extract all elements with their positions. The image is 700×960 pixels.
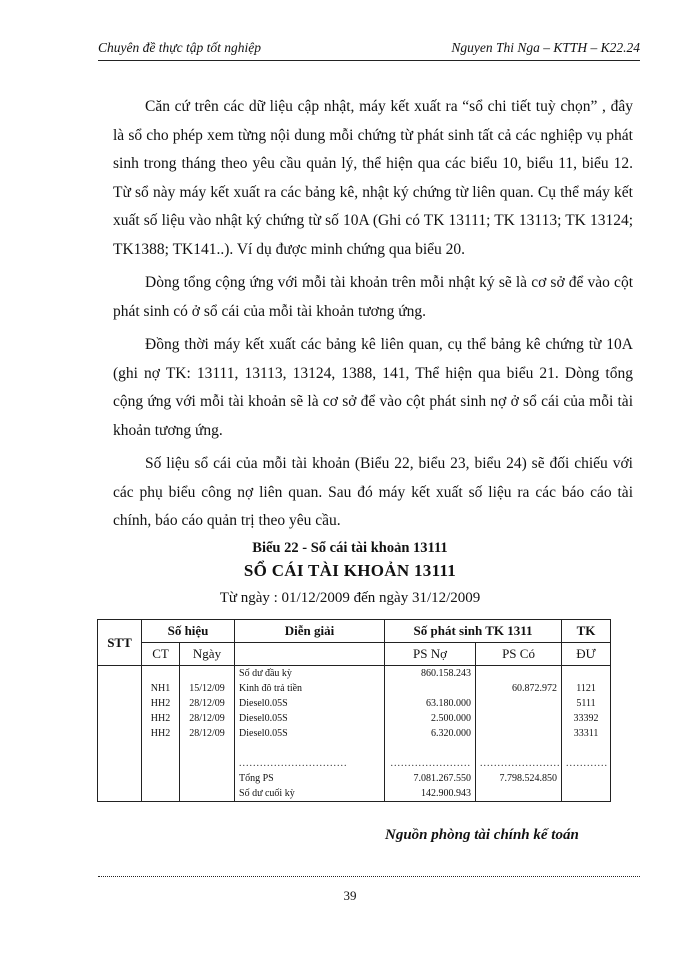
row-tk-du: 5111 — [562, 696, 611, 711]
row-ps-co — [476, 711, 562, 726]
row-dien-giai: Diesel0.05S — [235, 696, 385, 711]
header-right: Nguyen Thi Nga – KTTH – K22.24 — [451, 40, 640, 55]
row-ps-no — [385, 681, 476, 696]
table-row — [98, 681, 611, 696]
row-ct: NH1 — [142, 681, 180, 696]
row-ps-co: 60.872.972 — [476, 681, 562, 696]
row-ngay: 28/12/09 — [180, 711, 235, 726]
header-ct: CT — [142, 643, 180, 666]
header-ngay: Ngày — [180, 643, 235, 666]
dots-ps-co: ....................... — [476, 756, 562, 771]
header-dien-giai: Diễn giải — [235, 620, 385, 643]
row-ngay: 15/12/09 — [180, 681, 235, 696]
paragraph: Đồng thời máy kết xuất các bảng kê liên quan, cụ thể bảng kê chứng từ 10A (ghi nợ TK: 13111, 13113, 13124, 1388, 141, Thể hiện qua biểu 21. Dòng tổng cộng ứng với mỗi tài khoản sẽ là cơ sở để vào cột phát sinh nợ ở sổ cái của mỗi tài khoản tương ứng. — [113, 336, 633, 439]
row-ngay: 28/12/09 — [180, 696, 235, 711]
row-ps-no: 2.500.000 — [385, 711, 476, 726]
ledger-table — [97, 619, 611, 802]
body-text — [113, 93, 633, 541]
opening-ps-no: 860.158.243 — [385, 666, 476, 682]
header-ps-co: PS Có — [476, 643, 562, 666]
table-row-opening — [98, 666, 611, 682]
row-ct: HH2 — [142, 711, 180, 726]
row-tk-du: 1121 — [562, 681, 611, 696]
dots-tk-du: ............ — [562, 756, 611, 771]
row-ngay: 28/12/09 — [180, 726, 235, 741]
table-row — [98, 726, 611, 741]
dots-ps-no: ....................... — [385, 756, 476, 771]
row-ps-co — [476, 726, 562, 741]
source-note: Nguồn phòng tài chính kế toán — [385, 827, 579, 843]
table-title: SỔ CÁI TÀI KHOẢN 13111 — [243, 561, 457, 580]
header-tk: TK — [562, 620, 611, 643]
table-caption: Biểu 22 - Sổ cái tài khoản 13111 — [252, 540, 448, 556]
closing-label: Số dư cuối kỳ — [235, 786, 385, 802]
header-so-hieu: Số hiệu — [142, 620, 235, 643]
row-dien-giai: Diesel0.05S — [235, 726, 385, 741]
header-ps-no: PS Nợ — [385, 643, 476, 666]
row-dien-giai: Kinh đô trả tiền — [235, 681, 385, 696]
row-ct: HH2 — [142, 726, 180, 741]
total-ps-co: 7.798.524.850 — [476, 771, 562, 786]
table-period: Từ ngày : 01/12/2009 đến ngày 31/12/2009 — [219, 590, 481, 606]
opening-label: Số dư đầu kỳ — [235, 666, 385, 682]
header-dien-giai-blank — [235, 643, 385, 666]
closing-ps-no: 142.900.943 — [385, 786, 476, 802]
paragraph: Căn cứ trên các dữ liệu cập nhật, máy kết xuất ra “sổ chi tiết tuỳ chọn” , đây là sổ cho phép xem từng nội dung mỗi chứng từ phát sinh tất cả các nghiệp vụ phát sinh trong tháng theo yêu cầu quản lý, thể hiện qua các biểu 10, biểu 11, biểu 12. Từ sổ này máy kết xuất ra các bảng kê, nhật ký chứng từ liên quan. Cụ thể máy kết xuất số liệu vào nhật ký chứng từ số 10A (Ghi có TK 13111; TK 13113; TK 13124; TK1388; TK141..). Ví dụ được minh chứng qua biểu 20. — [113, 98, 633, 258]
page-number: 39 — [343, 888, 357, 903]
table-row-dots — [98, 756, 611, 771]
header-so-phat-sinh: Số phát sinh TK 1311 — [385, 620, 562, 643]
row-ct: HH2 — [142, 696, 180, 711]
table-row-closing — [98, 786, 611, 802]
paragraph: Số liệu sổ cái của mỗi tài khoản (Biểu 22, biểu 23, biểu 24) sẽ đối chiếu với các phụ biểu công nợ liên quan. Sau đó máy kết xuất số liệu ra các báo cáo tài chính, báo cáo quản trị theo yêu cầu. — [113, 455, 633, 529]
row-dien-giai: Diesel0.05S — [235, 711, 385, 726]
dots-dien-giai: ............................... — [235, 756, 385, 771]
header-du: ĐƯ — [562, 643, 611, 666]
header-left: Chuyên đề thực tập tốt nghiệp — [98, 40, 261, 55]
paragraph: Dòng tổng cộng ứng với mỗi tài khoản trên mỗi nhật ký sẽ là cơ sở để vào cột phát sinh có ở sổ cái của mỗi tài khoản tương ứng. — [113, 274, 633, 320]
header-stt: STT — [98, 620, 142, 666]
footer-divider — [98, 876, 640, 877]
table-row-spacer — [98, 741, 611, 756]
total-ps-no: 7.081.267.550 — [385, 771, 476, 786]
table-row-total — [98, 771, 611, 786]
total-label: Tổng PS — [235, 771, 385, 786]
row-ps-no: 63.180.000 — [385, 696, 476, 711]
table-row — [98, 711, 611, 726]
row-ps-co — [476, 696, 562, 711]
page-header — [98, 36, 640, 61]
row-tk-du: 33311 — [562, 726, 611, 741]
table-row — [98, 696, 611, 711]
row-tk-du: 33392 — [562, 711, 611, 726]
row-ps-no: 6.320.000 — [385, 726, 476, 741]
